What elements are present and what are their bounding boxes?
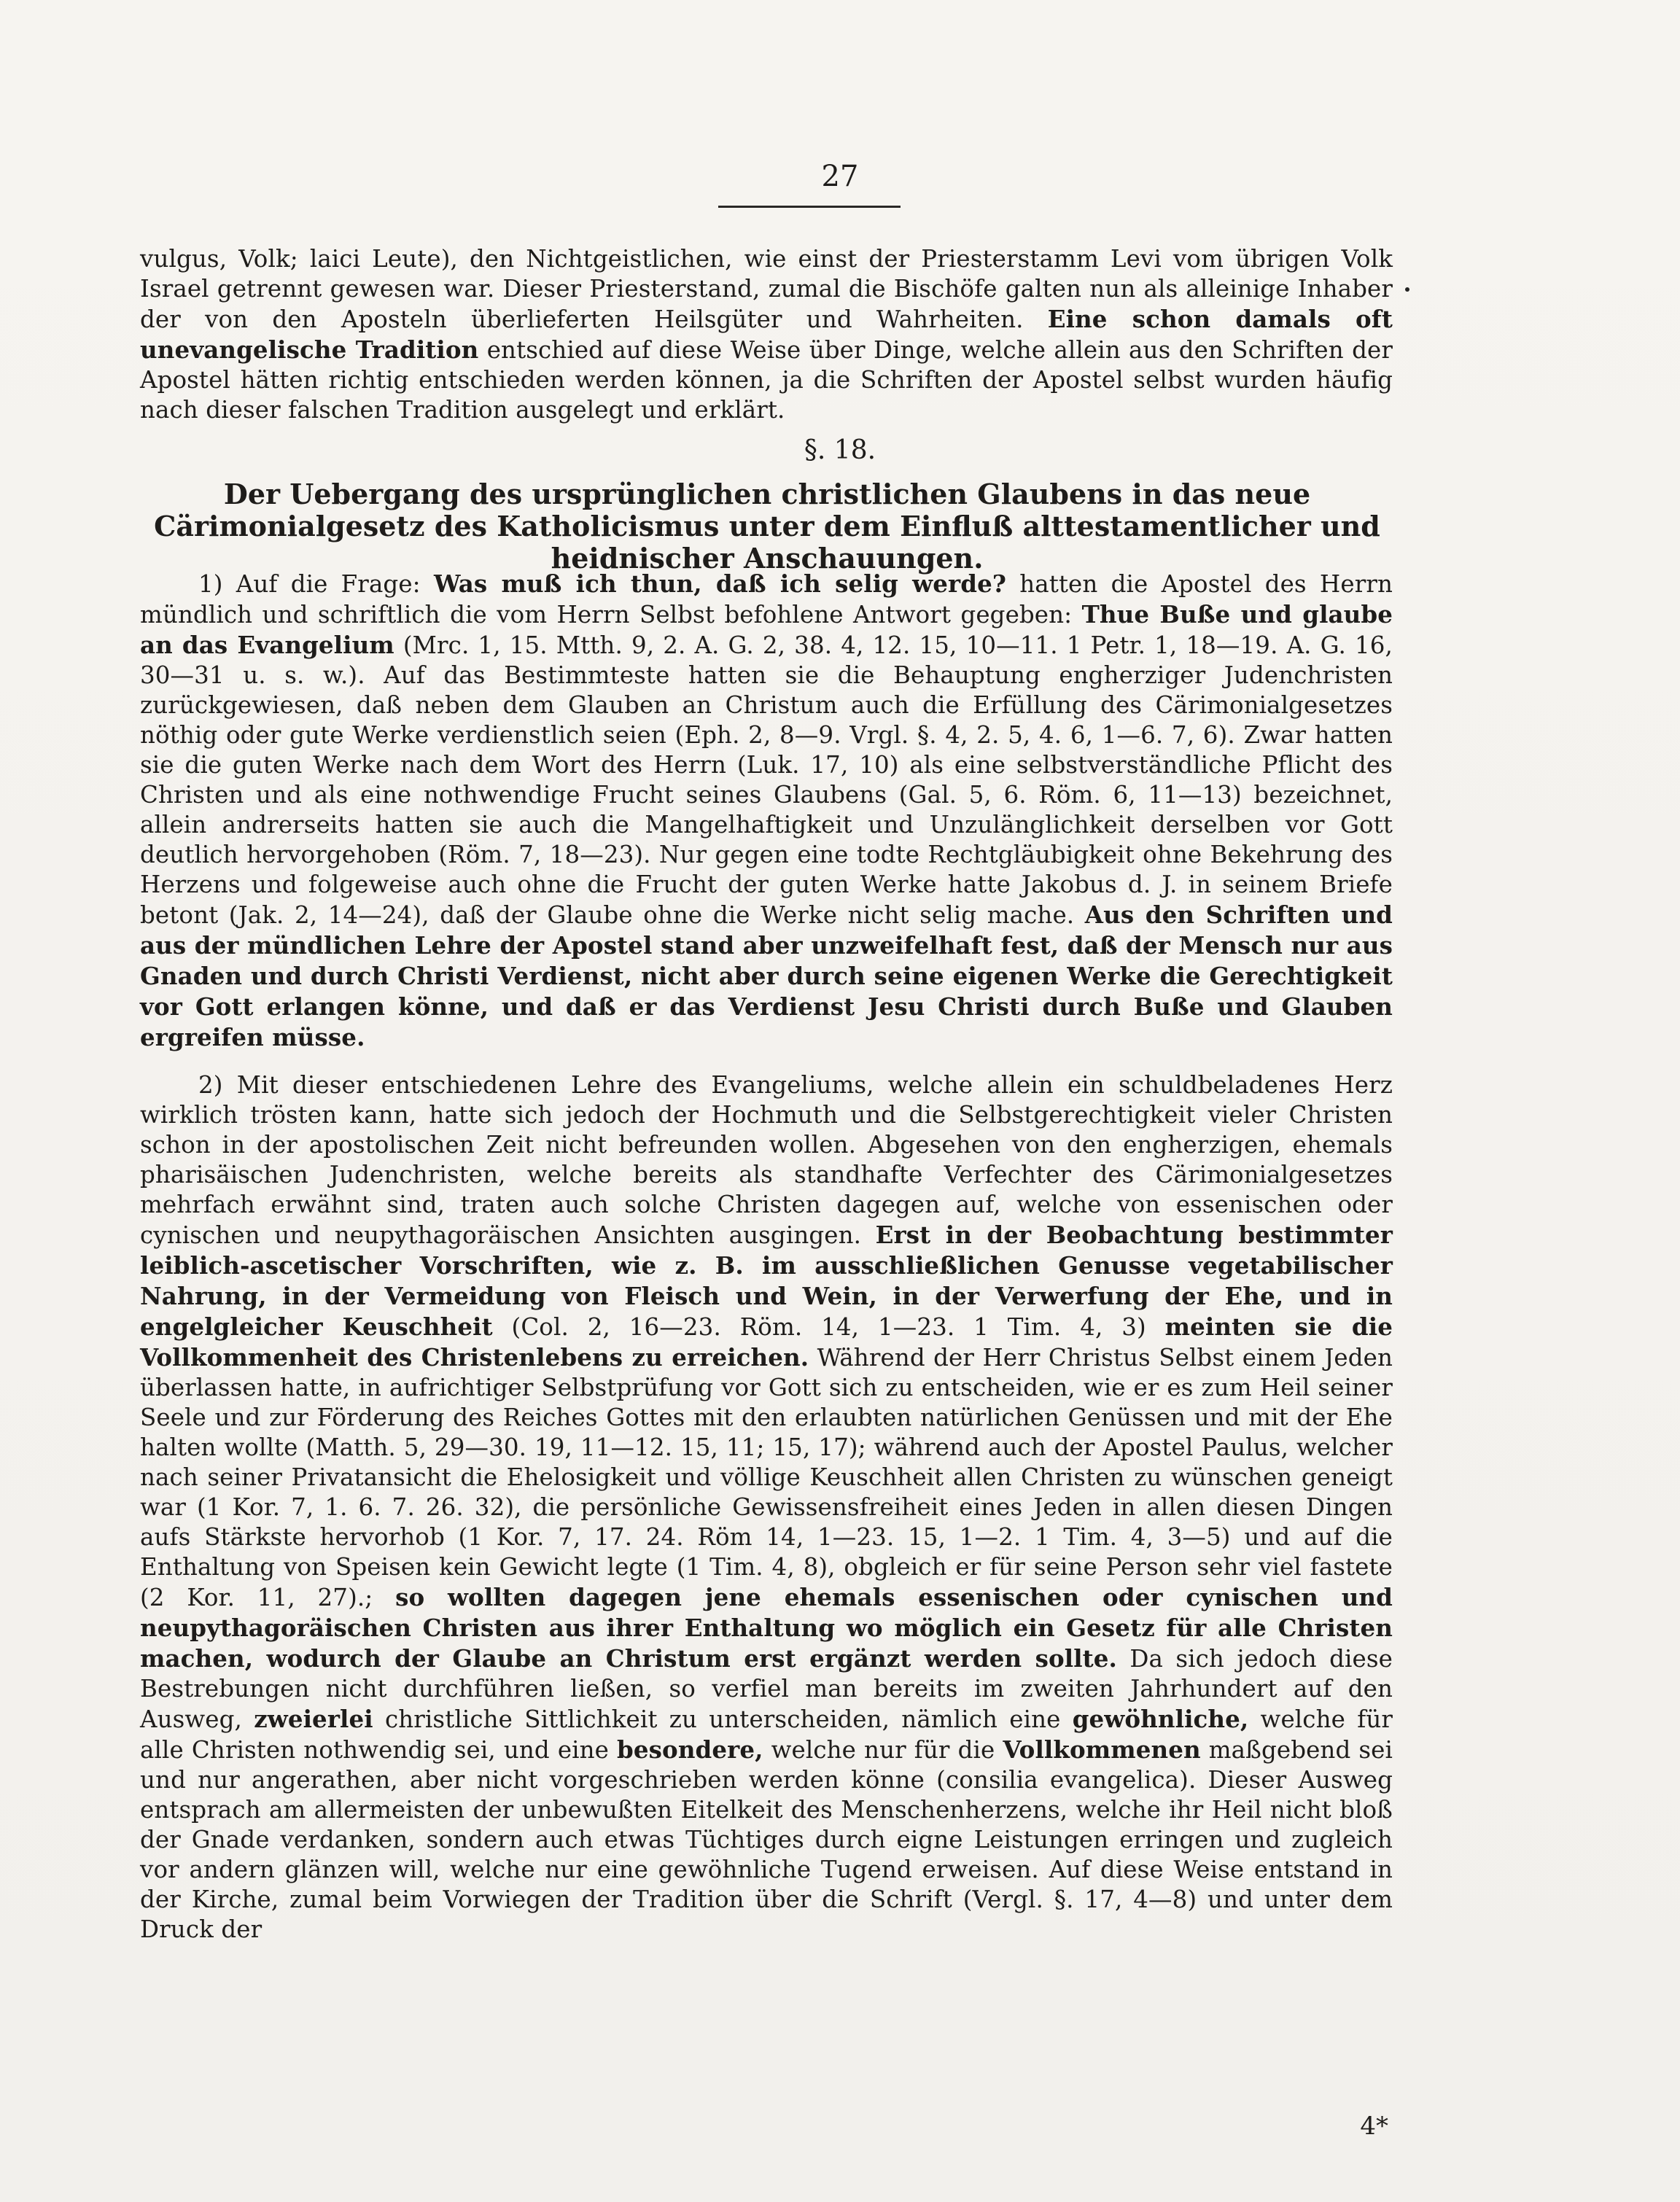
margin-dot	[1405, 287, 1409, 292]
text-run: maßgebend sei und nur angerathen, aber nicht vorgeschrieben werden könne (consilia evangelica). Dieser Ausweg entsprach am allermeisten der unbewußten Eitelkeit des Menschenherzens, welche ihr Heil nicht bloß der Gnade verdanken, sondern auch etwas Tüchtiges durch eigne Leistungen erringen und zugleich vor andern glänzen will, welche nur eine gewöhnliche Tugend erweisen. Auf diese Weise entstand in der Kirche, zumal beim Vorwiegen der Tradition über die Schrift (Vergl. §. 17, 4—8) und unter dem Druck der	[140, 1736, 1393, 1943]
header-rule	[718, 206, 901, 208]
page-number: 27	[821, 160, 859, 193]
paragraph-continuation	[140, 244, 1393, 425]
text-run: Während der Herr Christus Selbst einem Jeden überlassen hatte, in aufrichtiger Selbstprüfung vor Gott sich zu entscheiden, wie er es zum Heil seiner Seele und zur Förderung des Reiches Gottes mit den erlaubten natürlichen Genüssen und mit der Ehe halten wollte (Matth. 5, 29—30. 19, 11—12. 15, 11; 15, 17); während auch der Apostel Paulus, welcher nach seiner Privatansicht die Ehelosigkeit und völlige Keuschheit allen Christen zu wünschen geneigt war (1 Kor. 7, 1. 6. 7. 26. 32), die persönliche Gewissensfreiheit eines Jeden in allen diesen Dingen aufs Stärkste hervorhob (1 Kor. 7, 17. 24. Röm 14, 1—23. 15, 1—2. 1 Tim. 4, 3—5) und auf die Enthaltung von Speisen kein Gewicht legte (1 Tim. 4, 8), obgleich er für seine Person sehr viel fastete (2 Kor. 11, 27).;	[140, 1344, 1393, 1611]
emphasis-run: Thue Buße und glaube an das Evangelium	[140, 600, 1393, 659]
emphasis-run: Erst in der Beobachtung bestimmter leiblich-ascetischer Vorschriften, wie z. B. im ausschließlichen Genusse vegetabilischer Nahrung, in der Vermeidung von Fleisch und Wein, in der Verwerfung der Ehe, und in engelgleicher Keuschheit	[140, 1221, 1393, 1341]
paragraph-2	[140, 1070, 1393, 1945]
text-run: Da sich jedoch diese Bestrebungen nicht durchführen ließen, so verfiel man bereits im zweiten Jahrhundert auf den Ausweg,	[140, 1645, 1393, 1733]
emphasis-run: so wollten dagegen jene ehemals essenischen oder cynischen und neupythagoräischen Christen aus ihrer Enthaltung wo möglich ein Gesetz für alle Christen machen, wodurch der Glaube an Christum erst ergänzt werden sollte.	[140, 1583, 1393, 1673]
text-run: vulgus, Volk; laici Leute), den Nichtgeistlichen, wie einst der Priesterstamm Levi vom übrigen Volk Israel getrennt gewesen war. Dieser Priesterstand, zumal die Bischöfe galten nun als alleinige Inhaber der von den Aposteln überlieferten Heilsgüter und Wahrheiten.	[140, 245, 1393, 333]
text-run: 1) Auf die Frage:	[198, 570, 434, 598]
emphasis-run: gewöhnliche,	[1072, 1705, 1249, 1733]
text-run: welche für alle Christen nothwendig sei, und eine	[140, 1705, 1393, 1764]
printer-signature: 4*	[1360, 2112, 1388, 2141]
emphasis-run: Aus den Schriften und aus der mündlichen Lehre der Apostel stand aber unzweifelhaft fest, daß der Mensch nur aus Gnaden und durch Christi Verdienst, nicht aber durch seine eigenen Werke die Gerechtigkeit vor Gott erlangen könne, und daß er das Verdienst Jesu Christi durch Buße und Glauben ergreifen müsse.	[140, 900, 1393, 1051]
emphasis-run: zweierlei	[254, 1705, 373, 1733]
emphasis-run: meinten sie die Vollkommenheit des Christenlebens zu erreichen.	[140, 1312, 1393, 1372]
text-run: christliche Sittlichkeit zu unterscheiden, nämlich eine	[373, 1705, 1073, 1733]
emphasis-run: Was muß ich thun, daß ich selig werde?	[433, 569, 1006, 598]
text-run: welche nur für die	[763, 1736, 1003, 1764]
text-run: (Col. 2, 16—23. Röm. 14, 1—23. 1 Tim. 4, 3)	[492, 1313, 1165, 1341]
paragraph-text	[140, 1070, 1393, 1945]
text-run: entschied auf diese Weise über Dinge, welche allein aus den Schriften der Apostel hätten richtig entschieden werden können, ja die Schriften der Apostel selbst wurden häufig nach dieser falschen Tradition ausgelegt und erklärt.	[140, 336, 1393, 424]
paragraph-text	[140, 569, 1393, 1053]
text-run: 2) Mit dieser entschiedenen Lehre des Evangeliums, welche allein ein schuldbeladenes Herz wirklich trösten kann, hatte sich jedoch der Hochmuth und die Selbstgerechtigkeit vieler Christen schon in der apostolischen Zeit nicht befreunden wollen. Abgesehen von den engherzigen, ehemals pharisäischen Judenchristen, welche bereits als standhafte Verfechter des Cärimonialgesetzes mehrfach erwähnt sind, traten auch solche Christen dagegen auf, welche von essenischen oder cynischen und neupythagoräischen Ansichten ausgingen.	[140, 1071, 1393, 1249]
text-run: hatten die Apostel des Herrn mündlich und schriftlich die vom Herrn Selbst befohlene Antwort gegeben:	[140, 570, 1393, 629]
emphasis-run: Vollkommenen	[1003, 1735, 1201, 1764]
text-run: (Mrc. 1, 15. Mtth. 9, 2. A. G. 2, 38. 4, 12. 15, 10—11. 1 Petr. 1, 18—19. A. G. 16, 30—31 u. s. w.). Auf das Bestimmteste hatten sie die Behauptung engherziger Judenchristen zurückgewiesen, daß neben dem Glauben an Christum auch die Erfüllung des Cärimonialgesetzes nöthig oder gute Werke verdienstlich seien (Eph. 2, 8—9. Vrgl. §. 4, 2. 5, 4. 6, 1—6. 7, 6). Zwar hatten sie die guten Werke nach dem Wort des Herrn (Luk. 17, 10) als eine selbstverständliche Pflicht des Christen und als eine nothwendige Frucht seines Glaubens (Gal. 5, 6. Röm. 6, 11—13) bezeichnet, allein andrerseits hatten sie auch die Mangelhaftigkeit und Unzulänglichkeit derselben vor Gott deutlich hervorgehoben (Röm. 7, 18—23). Nur gegen eine todte Rechtgläubigkeit ohne Bekehrung des Herzens und folgeweise auch ohne die Frucht der guten Werke hatte Jakobus d. J. in seinem Briefe betont (Jak. 2, 14—24), daß der Glaube ohne die Werke nicht selig mache.	[140, 631, 1393, 929]
emphasis-run: besondere,	[617, 1735, 763, 1764]
paragraph-1	[140, 569, 1393, 1053]
emphasis-run: Eine schon damals oft unevangelische Tradition	[140, 305, 1393, 364]
paragraph-text	[140, 244, 1393, 425]
section-heading: Der Uebergang des ursprünglichen christlichen Glaubens in das neue Cärimonialgesetz des Katholicismus unter dem Einfluß alttestamentlicher und heidnischer Anschauungen.	[154, 478, 1380, 575]
section-number: §. 18.	[804, 435, 876, 465]
